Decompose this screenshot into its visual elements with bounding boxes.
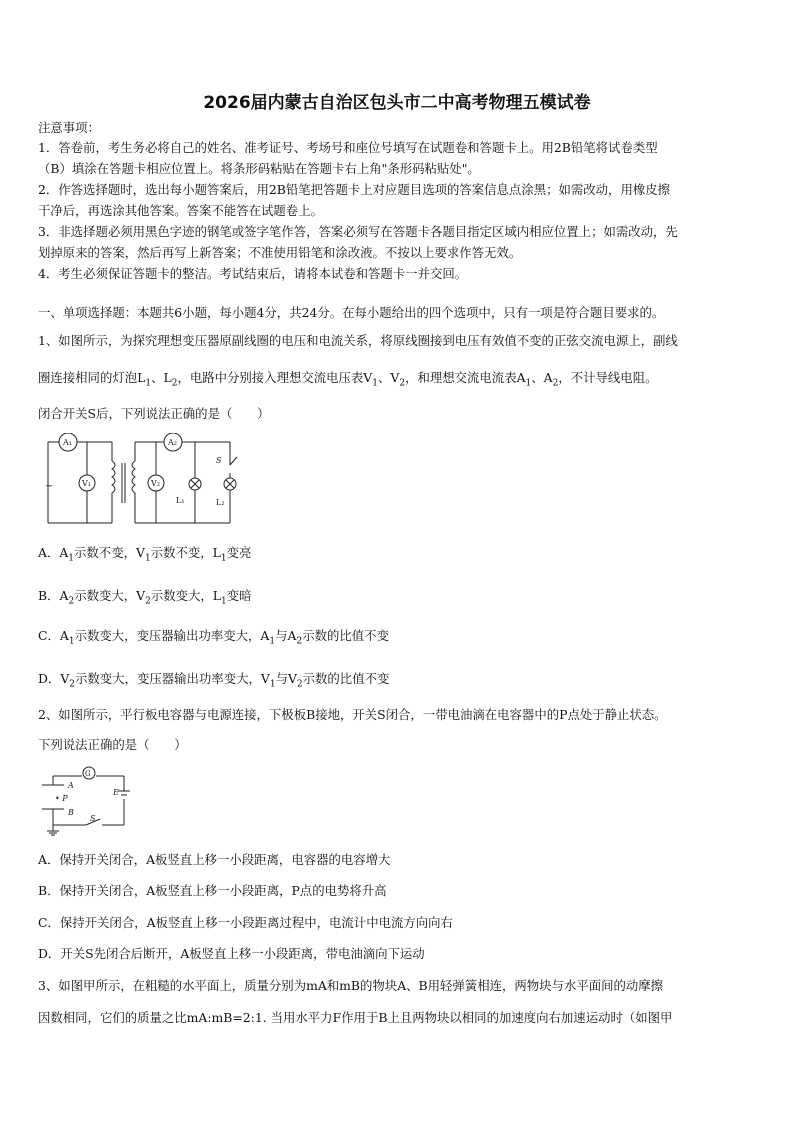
q1-stem-line3: 闭合开关S后，下列说法正确的是（ ） <box>38 406 270 421</box>
page-title: 2026届内蒙古自治区包头市二中高考物理五模试卷 <box>203 93 591 113</box>
switch-s-label: S <box>90 814 96 823</box>
capacitor-circuit-diagram <box>38 763 133 838</box>
ac-source-symbol: ~ <box>45 481 54 492</box>
lamp-l2-label: L₂ <box>216 498 225 507</box>
q2-option-b: B．保持开关闭合，A板竖直上移一小段距离，P点的电势将升高 <box>38 883 387 898</box>
notice-item: 3．非选择题必须用黑色字迹的钢笔或签字笔作答，答案必须写在答题卡各题目指定区域内相应位置上；如需改动，先 <box>38 224 678 239</box>
q1-stem-line2: 圈连接相同的灯泡$L_1$、$L_2$，电路中分别接入理想交流电压表$V_1$、$V_2$，和理想交流电流表$A_1$、$A_2$，不计导线电阻。 <box>38 370 658 389</box>
q2-option-a: A．保持开关闭合，A板竖直上移一小段距离，电容器的电容增大 <box>38 852 391 867</box>
section-heading: 一、单项选择题：本题共6小题，每小题4分，共24分。在每小题给出的四个选项中，只有一项是符合题目要求的。 <box>38 305 665 320</box>
q2-option-d: D．开关S先闭合后断开，A板竖直上移一小段距离，带电油滴向下运动 <box>38 946 425 961</box>
notice-heading: 注意事项： <box>38 120 100 135</box>
q1-option-c: C．$A_1$示数变大，变压器输出功率变大，$A_1$与$A_2$示数的比值不变 <box>38 628 389 647</box>
q1-stem-line1: 1、如图所示，为探究理想变压器原副线圈的电压和电流关系，将原线圈接到电压有效值不变的正弦交流电源上，副线 <box>38 333 678 348</box>
q3-stem-line1: 3、如图甲所示，在粗糙的水平面上，质量分别为mA和mB的物块A、B用轻弹簧相连，两物块与水平面间的动摩擦 <box>38 978 664 993</box>
q1-option-d: D．$V_2$示数变大，变压器输出功率变大，$V_1$与$V_2$示数的比值不变 <box>38 671 390 690</box>
notice-item: （B）填涂在答题卡相应位置上。将条形码粘贴在答题卡右上角"条形码粘贴处"。 <box>38 161 480 176</box>
voltmeter-v1-label: V₁ <box>82 479 91 488</box>
galvanometer-label: G <box>85 770 91 778</box>
transformer-circuit-diagram <box>40 433 250 528</box>
voltmeter-v2-label: V₂ <box>151 479 160 488</box>
q2-stem-line2: 下列说法正确的是（ ） <box>38 737 187 752</box>
q1-option-a: A．$A_1$示数不变，$V_1$示数不变，$L_1$变亮 <box>38 545 252 564</box>
lamp-l1-label: L₁ <box>176 496 185 505</box>
q1-option-b: B．$A_2$示数变大，$V_2$示数变大，$L_1$变暗 <box>38 588 252 607</box>
notice-item: 划掉原来的答案，然后再写上新答案；不准使用铅笔和涂改液。不按以上要求作答无效。 <box>38 245 522 260</box>
notice-item: 1．答卷前，考生务必将自己的姓名、准考证号、考场号和座位号填写在试题卷和答题卡上。用2B铅笔将试卷类型 <box>38 140 658 155</box>
ammeter-a2-label: A₂ <box>168 438 177 447</box>
point-p-label: • P <box>55 794 68 803</box>
plate-b-label: B <box>68 808 74 817</box>
q2-option-c: C．保持开关闭合，A板竖直上移一小段距离过程中，电流计中电流方向向右 <box>38 915 453 930</box>
switch-s-label: S <box>216 456 222 465</box>
notice-item: 2．作答选择题时，选出每小题答案后，用2B铅笔把答题卡上对应题目选项的答案信息点涂黑；如需改动，用橡皮擦 <box>38 182 671 197</box>
q2-stem-line1: 2、如图所示，平行板电容器与电源连接，下极板B接地，开关S闭合，一带电油滴在电容器中的P点处于静止状态。 <box>38 707 667 722</box>
ammeter-a1-label: A₁ <box>63 438 72 447</box>
q3-stem-line2: 因数相同，它们的质量之比mA:mB=2:1. 当用水平力F作用于B上且两物块以相同的加速度向右加速运动时（如图甲 <box>38 1010 673 1025</box>
notice-item: 4．考生必须保证答题卡的整洁。考试结束后，请将本试卷和答题卡一并交回。 <box>38 266 468 281</box>
notice-item: 干净后，再选涂其他答案。答案不能答在试题卷上。 <box>38 203 323 218</box>
plate-a-label: A <box>68 781 74 790</box>
battery-e-label: E <box>113 788 119 797</box>
